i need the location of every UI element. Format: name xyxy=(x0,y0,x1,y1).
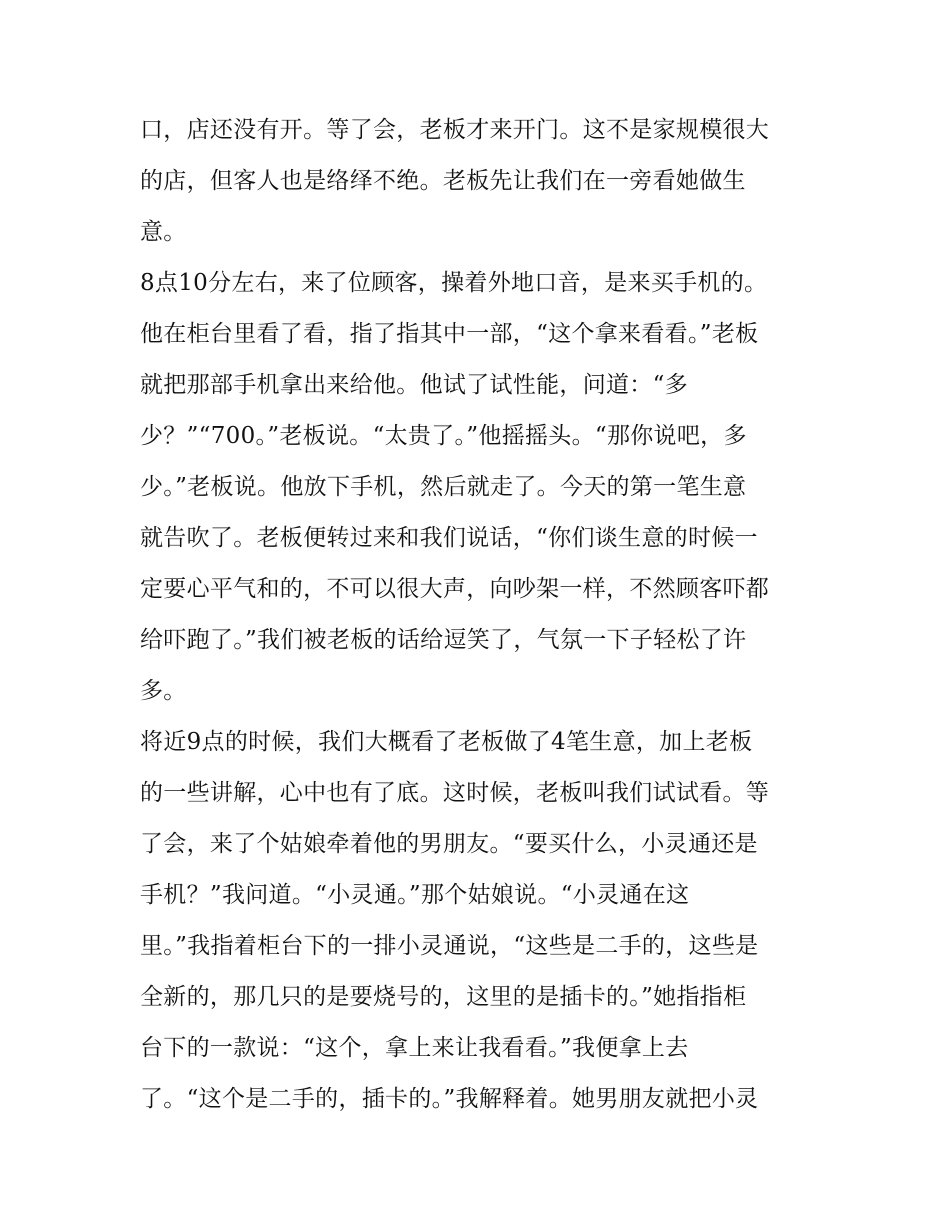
text-line: 里。”我指着柜台下的一排小灵通说，“这些是二手的，这些是 xyxy=(140,933,759,959)
text-line: 手机？”我问道。“小灵通。”那个姑娘说。“小灵通在这 xyxy=(140,882,690,908)
text-line: 他在柜台里看了看，指了指其中一部，“这个拿来看看。”老板 xyxy=(140,321,759,347)
text-line: 了。“这个是二手的，插卡的。”我解释着。她男朋友就把小灵 xyxy=(140,1086,759,1112)
text-line: 就告吹了。老板便转过来和我们说话，“你们谈生意的时候一 xyxy=(140,525,758,551)
text-line: 少？”“700。”老板说。“太贵了。”他摇摇头。“那你说吧，多 xyxy=(140,423,747,449)
text-line: 多。 xyxy=(140,678,187,704)
text-line: 全新的，那几只的是要烧号的，这里的是插卡的。”她指指柜 xyxy=(140,984,747,1010)
text-line: 定要心平气和的，不可以很大声，向吵架一样，不然顾客吓都 xyxy=(140,576,770,602)
text-line: 就把那部手机拿出来给他。他试了试性能，问道：“多 xyxy=(140,372,688,398)
text-line: 8点10分左右，来了位顾客，操着外地口音，是来买手机的。 xyxy=(140,270,768,296)
text-line: 少。”老板说。他放下手机，然后就走了。今天的第一笔生意 xyxy=(140,474,747,500)
text-line: 意。 xyxy=(140,219,187,245)
text-line: 的店，但客人也是络绎不绝。老板先让我们在一旁看她做生 xyxy=(140,168,746,194)
text-line: 口，店还没有开。等了会，老板才来开门。这不是家规模很大 xyxy=(140,117,770,143)
text-line: 给吓跑了。”我们被老板的话给逗笑了，气氛一下子轻松了许 xyxy=(140,627,747,653)
text-line: 台下的一款说：“这个，拿上来让我看看。”我便拿上去 xyxy=(140,1035,689,1061)
text-line: 的一些讲解，心中也有了底。这时候，老板叫我们试试看。等 xyxy=(140,780,770,806)
text-line: 将近9点的时候，我们大概看了老板做了4笔生意，加上老板 xyxy=(140,729,753,755)
text-line: 了会，来了个姑娘牵着他的男朋友。“要买什么，小灵通还是 xyxy=(140,831,758,857)
